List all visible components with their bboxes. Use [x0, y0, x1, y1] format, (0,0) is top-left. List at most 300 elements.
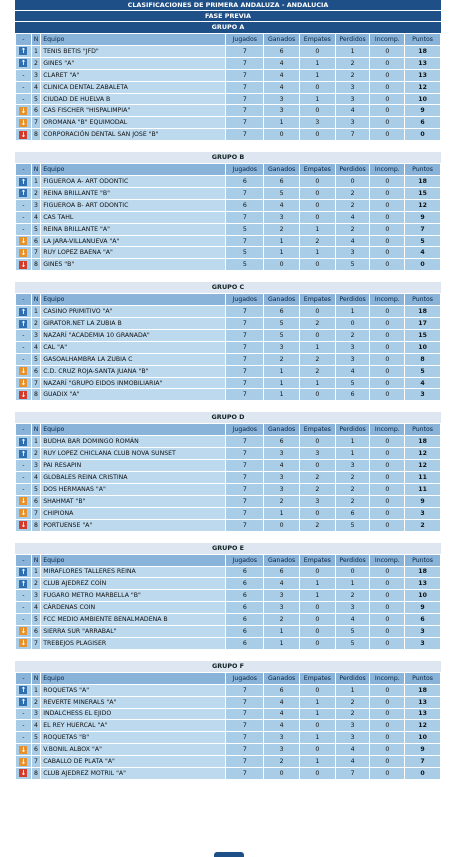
- points-cell: 0: [405, 129, 441, 141]
- table-row: [16, 259, 441, 271]
- points-cell: 5: [405, 365, 441, 377]
- movement-cell: [16, 389, 32, 401]
- stat-cell-e: 0: [299, 105, 335, 117]
- stat-cell-i: 0: [370, 483, 405, 495]
- team-name-cell: V.BONIL ALBOX "A": [41, 744, 226, 756]
- stat-cell-i: 0: [370, 341, 405, 353]
- stat-cell-e: 2: [299, 365, 335, 377]
- position-cell: 8: [31, 259, 40, 271]
- column-header-drawn: Empates: [299, 672, 335, 684]
- stat-cell-j: 7: [226, 69, 264, 81]
- column-header-incomp: Incomp.: [370, 424, 405, 436]
- stat-cell-i: 0: [370, 235, 405, 247]
- movement-none: -: [16, 708, 32, 720]
- stat-cell-e: 2: [299, 519, 335, 531]
- arrow-down-icon: ↓: [20, 745, 27, 754]
- points-cell: 9: [405, 602, 441, 614]
- movement-cell: [16, 235, 32, 247]
- team-name-cell: NAZARÍ "GRUPO EIDOS INMOBILIARIA": [41, 377, 226, 389]
- arrow-down-icon: ↓: [20, 118, 27, 127]
- group-title: GRUPO F: [15, 661, 441, 672]
- stat-cell-p: 1: [335, 306, 370, 318]
- position-cell: 2: [31, 57, 40, 69]
- position-cell: 7: [31, 117, 40, 129]
- stat-cell-p: 2: [335, 69, 370, 81]
- arrow-up-icon: ↑: [20, 307, 27, 316]
- table-row: [16, 483, 441, 495]
- stat-cell-j: 7: [226, 211, 264, 223]
- column-header-drawn: Empates: [299, 294, 335, 306]
- table-header-row: [16, 34, 441, 46]
- position-cell: 1: [31, 566, 40, 578]
- stat-cell-p: 5: [335, 637, 370, 649]
- stat-cell-p: 2: [335, 330, 370, 342]
- scroll-more-button[interactable]: [214, 852, 244, 857]
- table-row: [16, 756, 441, 768]
- arrow-down-icon: ↓: [20, 379, 27, 388]
- table-row: [16, 69, 441, 81]
- column-header-points: Puntos: [405, 164, 441, 176]
- column-header-team: Equipo: [41, 424, 226, 436]
- stat-cell-j: 7: [226, 318, 264, 330]
- stat-cell-j: 7: [226, 306, 264, 318]
- points-cell: 3: [405, 637, 441, 649]
- stat-cell-i: 0: [370, 684, 405, 696]
- stat-cell-e: 0: [299, 129, 335, 141]
- arrow-up-icon: ↑: [20, 437, 27, 446]
- column-header-lost: Perdidos: [335, 424, 370, 436]
- position-cell: 1: [31, 684, 40, 696]
- column-header-m: -: [16, 34, 32, 46]
- table-row: [16, 46, 441, 58]
- relegation-arrow-icon: ↓: [20, 130, 27, 139]
- table-row: [16, 353, 441, 365]
- stat-cell-g: 0: [264, 259, 300, 271]
- stat-cell-j: 5: [226, 223, 264, 235]
- group-spacer: [15, 141, 441, 149]
- stat-cell-g: 2: [264, 495, 300, 507]
- team-name-cell: GINES "B": [41, 259, 226, 271]
- stat-cell-j: 6: [226, 176, 264, 188]
- movement-none: -: [16, 353, 32, 365]
- table-row: [16, 341, 441, 353]
- stat-cell-g: 6: [264, 684, 300, 696]
- stat-cell-i: 0: [370, 223, 405, 235]
- stat-cell-p: 1: [335, 436, 370, 448]
- table-row: [16, 318, 441, 330]
- stat-cell-e: 2: [299, 472, 335, 484]
- movement-cell: [16, 756, 32, 768]
- position-cell: 6: [31, 625, 40, 637]
- arrow-up-icon: ↑: [20, 47, 27, 56]
- arrow-up-icon: ↑: [20, 579, 27, 588]
- column-header-incomp: Incomp.: [370, 554, 405, 566]
- relegation-arrow-icon: ↓: [20, 769, 27, 778]
- table-row: [16, 720, 441, 732]
- stat-cell-j: 6: [226, 590, 264, 602]
- stat-cell-g: 1: [264, 507, 300, 519]
- points-cell: 7: [405, 223, 441, 235]
- stat-cell-i: 0: [370, 637, 405, 649]
- points-cell: 15: [405, 330, 441, 342]
- standings-table: [15, 672, 441, 780]
- stat-cell-p: 2: [335, 696, 370, 708]
- stat-cell-g: 4: [264, 81, 300, 93]
- stat-cell-j: 6: [226, 637, 264, 649]
- table-row: [16, 235, 441, 247]
- stat-cell-p: 3: [335, 81, 370, 93]
- team-name-cell: EL REY HUERCAL "A": [41, 720, 226, 732]
- position-cell: 7: [31, 507, 40, 519]
- stat-cell-g: 3: [264, 341, 300, 353]
- stat-cell-p: 5: [335, 377, 370, 389]
- stat-cell-e: 0: [299, 566, 335, 578]
- stat-cell-g: 3: [264, 93, 300, 105]
- stat-cell-i: 0: [370, 81, 405, 93]
- stat-cell-i: 0: [370, 247, 405, 259]
- arrow-down-icon: ↓: [20, 627, 27, 636]
- points-cell: 18: [405, 46, 441, 58]
- stat-cell-i: 0: [370, 199, 405, 211]
- team-name-cell: CHIPIONA: [41, 507, 226, 519]
- stat-cell-j: 7: [226, 235, 264, 247]
- movement-none: -: [16, 614, 32, 626]
- column-header-drawn: Empates: [299, 34, 335, 46]
- stat-cell-j: 7: [226, 519, 264, 531]
- group-spacer: [15, 532, 441, 540]
- stat-cell-p: 0: [335, 566, 370, 578]
- team-name-cell: CLUB AJEDREZ COÍN: [41, 578, 226, 590]
- stat-cell-i: 0: [370, 129, 405, 141]
- stat-cell-i: 0: [370, 389, 405, 401]
- stat-cell-p: 3: [335, 93, 370, 105]
- arrow-up-icon: ↑: [20, 59, 27, 68]
- stat-cell-g: 5: [264, 318, 300, 330]
- arrow-up-icon: ↑: [20, 698, 27, 707]
- movement-cell: [16, 46, 32, 58]
- movement-none: -: [16, 590, 32, 602]
- stat-cell-g: 1: [264, 247, 300, 259]
- stat-cell-p: 1: [335, 684, 370, 696]
- stat-cell-g: 1: [264, 117, 300, 129]
- standings-table: [15, 163, 441, 271]
- movement-none: -: [16, 720, 32, 732]
- stat-cell-j: 7: [226, 436, 264, 448]
- column-header-m: -: [16, 554, 32, 566]
- arrow-down-icon: ↓: [20, 639, 27, 648]
- team-name-cell: SIERRA SUR "ARRABAL": [41, 625, 226, 637]
- standings-table: [15, 554, 441, 650]
- stat-cell-j: 7: [226, 330, 264, 342]
- stat-cell-e: 1: [299, 696, 335, 708]
- stat-cell-p: 4: [335, 744, 370, 756]
- stat-cell-e: 1: [299, 247, 335, 259]
- movement-none: -: [16, 199, 32, 211]
- team-name-cell: CABALLO DE PLATA "A": [41, 756, 226, 768]
- position-cell: 7: [31, 637, 40, 649]
- stat-cell-i: 0: [370, 365, 405, 377]
- stat-cell-p: 1: [335, 578, 370, 590]
- table-row: [16, 81, 441, 93]
- table-row: [16, 708, 441, 720]
- points-cell: 9: [405, 211, 441, 223]
- stat-cell-g: 4: [264, 69, 300, 81]
- arrow-up-icon: ↑: [20, 449, 27, 458]
- team-name-cell: MIRAFLORES TALLERES REINA: [41, 566, 226, 578]
- position-cell: 3: [31, 460, 40, 472]
- movement-cell: [16, 507, 32, 519]
- team-name-cell: RUY LOPEZ CHICLANA CLUB NOVA SUNSET: [41, 448, 226, 460]
- stat-cell-g: 4: [264, 199, 300, 211]
- table-header-row: [16, 424, 441, 436]
- team-name-cell: TENIS BETIS "JFD": [41, 46, 226, 58]
- table-row: [16, 614, 441, 626]
- movement-cell: [16, 448, 32, 460]
- movement-cell: [16, 306, 32, 318]
- stat-cell-j: 7: [226, 720, 264, 732]
- stat-cell-j: 7: [226, 117, 264, 129]
- stat-cell-i: 0: [370, 566, 405, 578]
- stat-cell-i: 0: [370, 93, 405, 105]
- stat-cell-i: 0: [370, 519, 405, 531]
- column-header-points: Puntos: [405, 554, 441, 566]
- team-name-cell: GIRATOR.NET LA ZUBIA B: [41, 318, 226, 330]
- column-header-m: -: [16, 294, 32, 306]
- stat-cell-g: 2: [264, 353, 300, 365]
- stat-cell-e: 1: [299, 732, 335, 744]
- stat-cell-i: 0: [370, 117, 405, 129]
- position-cell: 8: [31, 767, 40, 779]
- stat-cell-i: 0: [370, 46, 405, 58]
- team-name-cell: FIGUEROA A- ART ODONTIC: [41, 176, 226, 188]
- stat-cell-i: 0: [370, 436, 405, 448]
- table-row: [16, 105, 441, 117]
- table-header-row: [16, 672, 441, 684]
- standings-container: [15, 0, 441, 780]
- table-row: [16, 176, 441, 188]
- position-cell: 6: [31, 235, 40, 247]
- stat-cell-i: 0: [370, 330, 405, 342]
- stat-cell-e: 0: [299, 614, 335, 626]
- stat-cell-g: 3: [264, 483, 300, 495]
- column-header-played: Jugados: [226, 672, 264, 684]
- team-name-cell: FCC MEDIO AMBIENTE BENALMADENA B: [41, 614, 226, 626]
- group-spacer: [15, 401, 441, 409]
- movement-none: -: [16, 330, 32, 342]
- movement-cell: [16, 744, 32, 756]
- stat-cell-g: 6: [264, 436, 300, 448]
- arrow-up-icon: ↑: [20, 686, 27, 695]
- column-header-won: Ganados: [264, 294, 300, 306]
- stat-cell-p: 4: [335, 365, 370, 377]
- stat-cell-p: 3: [335, 353, 370, 365]
- stat-cell-i: 0: [370, 259, 405, 271]
- stat-cell-i: 0: [370, 306, 405, 318]
- team-name-cell: GLOBALES REINA CRISTINA: [41, 472, 226, 484]
- position-cell: 3: [31, 708, 40, 720]
- movement-cell: [16, 176, 32, 188]
- stat-cell-e: 0: [299, 436, 335, 448]
- position-cell: 2: [31, 448, 40, 460]
- table-row: [16, 507, 441, 519]
- team-name-cell: CAS FISCHER "HISPALIMPIA": [41, 105, 226, 117]
- position-cell: 6: [31, 105, 40, 117]
- stat-cell-g: 1: [264, 235, 300, 247]
- stat-cell-p: 1: [335, 448, 370, 460]
- stat-cell-g: 6: [264, 306, 300, 318]
- stat-cell-p: 7: [335, 129, 370, 141]
- position-cell: 7: [31, 756, 40, 768]
- points-cell: 13: [405, 708, 441, 720]
- stat-cell-j: 7: [226, 129, 264, 141]
- stat-cell-i: 0: [370, 720, 405, 732]
- group-title: GRUPO E: [15, 543, 441, 554]
- points-cell: 12: [405, 460, 441, 472]
- position-cell: 8: [31, 519, 40, 531]
- arrow-down-icon: ↓: [20, 106, 27, 115]
- page-title: CLASIFICACIONES DE PRIMERA ANDALUZA - ANDALUCIA: [15, 0, 441, 10]
- points-cell: 18: [405, 436, 441, 448]
- stat-cell-j: 7: [226, 708, 264, 720]
- stat-cell-g: 2: [264, 614, 300, 626]
- position-cell: 3: [31, 590, 40, 602]
- position-cell: 3: [31, 199, 40, 211]
- table-row: [16, 223, 441, 235]
- stat-cell-p: 1: [335, 46, 370, 58]
- stat-cell-p: 2: [335, 590, 370, 602]
- column-header-points: Puntos: [405, 294, 441, 306]
- points-cell: 6: [405, 614, 441, 626]
- team-name-cell: PORTUENSE "A": [41, 519, 226, 531]
- stat-cell-p: 2: [335, 495, 370, 507]
- group-title: GRUPO C: [15, 282, 441, 293]
- column-header-m: -: [16, 164, 32, 176]
- stat-cell-i: 0: [370, 732, 405, 744]
- column-header-incomp: Incomp.: [370, 34, 405, 46]
- stat-cell-e: 0: [299, 306, 335, 318]
- stat-cell-j: 7: [226, 495, 264, 507]
- stat-cell-j: 7: [226, 460, 264, 472]
- relegation-arrow-icon: ↓: [20, 521, 27, 530]
- points-cell: 8: [405, 353, 441, 365]
- stat-cell-e: 2: [299, 483, 335, 495]
- position-cell: 8: [31, 129, 40, 141]
- position-cell: 1: [31, 176, 40, 188]
- stat-cell-j: 7: [226, 732, 264, 744]
- position-cell: 1: [31, 436, 40, 448]
- groups-list: [15, 22, 441, 780]
- stat-cell-j: 7: [226, 389, 264, 401]
- points-cell: 12: [405, 199, 441, 211]
- stat-cell-e: 0: [299, 460, 335, 472]
- stat-cell-e: 0: [299, 199, 335, 211]
- movement-cell: [16, 696, 32, 708]
- movement-cell: [16, 625, 32, 637]
- stat-cell-e: 1: [299, 223, 335, 235]
- group-title: GRUPO B: [15, 152, 441, 163]
- column-header-n: N: [31, 164, 40, 176]
- position-cell: 5: [31, 223, 40, 235]
- column-header-played: Jugados: [226, 164, 264, 176]
- stat-cell-i: 0: [370, 318, 405, 330]
- column-header-won: Ganados: [264, 554, 300, 566]
- stat-cell-e: 0: [299, 684, 335, 696]
- group-title: GRUPO A: [15, 22, 441, 33]
- position-cell: 3: [31, 330, 40, 342]
- stat-cell-p: 0: [335, 318, 370, 330]
- points-cell: 6: [405, 117, 441, 129]
- stat-cell-i: 0: [370, 696, 405, 708]
- stat-cell-p: 7: [335, 767, 370, 779]
- table-row: [16, 744, 441, 756]
- column-header-n: N: [31, 424, 40, 436]
- stat-cell-e: 0: [299, 259, 335, 271]
- position-cell: 2: [31, 188, 40, 200]
- position-cell: 5: [31, 483, 40, 495]
- position-cell: 6: [31, 365, 40, 377]
- points-cell: 4: [405, 247, 441, 259]
- team-name-cell: OROMANA "B" EQUIMODAL: [41, 117, 226, 129]
- arrow-down-icon: ↓: [20, 757, 27, 766]
- stat-cell-i: 0: [370, 744, 405, 756]
- phase-title: FASE PREVIA: [15, 11, 441, 21]
- position-cell: 1: [31, 306, 40, 318]
- stat-cell-e: 0: [299, 507, 335, 519]
- table-row: [16, 436, 441, 448]
- table-header-row: [16, 164, 441, 176]
- table-row: [16, 247, 441, 259]
- column-header-m: -: [16, 424, 32, 436]
- stat-cell-e: 1: [299, 57, 335, 69]
- stat-cell-e: 0: [299, 767, 335, 779]
- stat-cell-p: 2: [335, 57, 370, 69]
- stat-cell-p: 2: [335, 472, 370, 484]
- table-row: [16, 625, 441, 637]
- standings-table: [15, 423, 441, 531]
- points-cell: 0: [405, 767, 441, 779]
- team-name-cell: REINA BRILLANTE "B": [41, 188, 226, 200]
- movement-cell: [16, 767, 32, 779]
- arrow-down-icon: ↓: [20, 248, 27, 257]
- column-header-played: Jugados: [226, 554, 264, 566]
- position-cell: 3: [31, 69, 40, 81]
- movement-cell: [16, 259, 32, 271]
- stat-cell-p: 2: [335, 708, 370, 720]
- stat-cell-p: 3: [335, 247, 370, 259]
- table-row: [16, 519, 441, 531]
- stat-cell-e: 0: [299, 637, 335, 649]
- table-row: [16, 578, 441, 590]
- stat-cell-j: 7: [226, 353, 264, 365]
- column-header-n: N: [31, 34, 40, 46]
- stat-cell-g: 3: [264, 472, 300, 484]
- stat-cell-i: 0: [370, 578, 405, 590]
- column-header-n: N: [31, 294, 40, 306]
- stat-cell-g: 2: [264, 756, 300, 768]
- stat-cell-p: 4: [335, 211, 370, 223]
- stat-cell-g: 0: [264, 767, 300, 779]
- stat-cell-g: 4: [264, 460, 300, 472]
- stat-cell-p: 2: [335, 188, 370, 200]
- movement-cell: [16, 519, 32, 531]
- stat-cell-e: 0: [299, 389, 335, 401]
- stat-cell-i: 0: [370, 353, 405, 365]
- stat-cell-i: 0: [370, 708, 405, 720]
- points-cell: 5: [405, 235, 441, 247]
- stat-cell-j: 7: [226, 81, 264, 93]
- stat-cell-g: 5: [264, 330, 300, 342]
- stat-cell-e: 0: [299, 744, 335, 756]
